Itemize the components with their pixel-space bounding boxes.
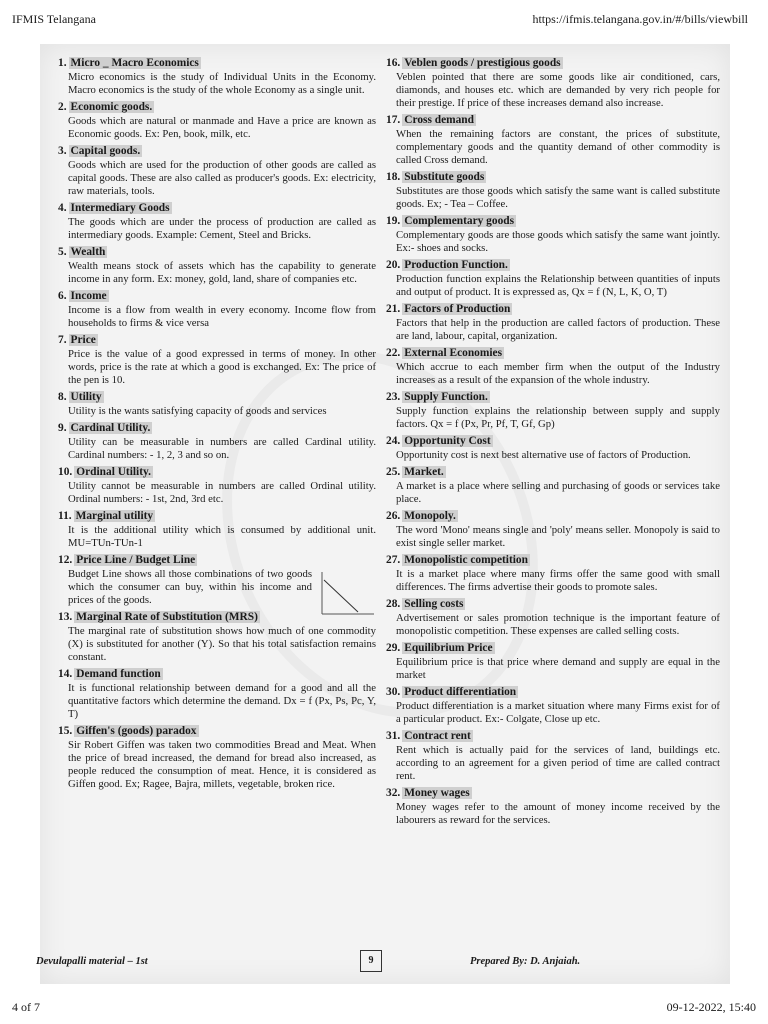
item-title: Economic goods. (70, 101, 153, 113)
item-heading (386, 258, 720, 273)
item-body (396, 273, 720, 299)
item-body-text: Micro economics is the study of Individual Units in the Economy. Macro economics is the study of the whole Economy as a single unit. (68, 71, 376, 96)
item-number: 13. (58, 611, 73, 623)
item-title: Market. (404, 466, 444, 478)
item-title: Selling costs (404, 598, 464, 610)
glossary-item (58, 201, 376, 242)
item-number: 14. (58, 668, 73, 680)
item-heading (58, 553, 376, 568)
item-number: 28. (386, 598, 401, 610)
item-title: Substitute goods (404, 171, 485, 183)
item-body-text: Advertisement or sales promotion technique is the important feature of monopolistic competition. These expenses are called selling costs. (396, 612, 720, 637)
item-body (396, 229, 720, 255)
item-heading (386, 434, 720, 449)
item-title: Money wages (404, 787, 470, 799)
item-heading (386, 170, 720, 185)
item-title: Cross demand (404, 114, 474, 126)
item-title: Micro _ Macro Economics (70, 57, 199, 69)
item-heading (386, 729, 720, 744)
glossary-item (386, 729, 720, 783)
item-body-text: Goods which are used for the production of other goods are called as capital goods. These are also called as producer's goods. Ex: electricity, raw materials, tools. (68, 159, 376, 197)
item-body (68, 159, 376, 198)
glossary-item (386, 465, 720, 506)
item-body-text: Substitutes are those goods which satisfy the same want is called substitute goods. Ex; - Tea – Coffee. (396, 185, 720, 210)
item-body-text: The word 'Mono' means single and 'poly' means seller. Monopoly is said to exist single seller market. (396, 524, 720, 549)
glossary-item (58, 465, 376, 506)
item-heading (58, 390, 376, 405)
glossary-item (58, 553, 376, 607)
item-body-text: Product differentiation is a market situation where many Firms exist for of a particular product. Ex:- Colgate, Close up etc. (396, 700, 720, 725)
item-number: 5. (58, 246, 67, 258)
item-number: 31. (386, 730, 401, 742)
item-body (68, 568, 376, 607)
item-body (68, 405, 376, 418)
item-body (68, 739, 376, 791)
item-heading (58, 509, 376, 524)
left-column (58, 56, 376, 794)
item-body-text: Sir Robert Giffen was taken two commodities Bread and Meat. When the price of bread increased, the demand for bread also increased, as people reduced the consumption of meat. Hence, it is considered as Giffen good. Ex; Ragee, Bajra, millets, vegetable, broken rice. (68, 739, 376, 790)
item-title: Marginal Rate of Substitution (MRS) (76, 611, 258, 623)
item-heading (386, 553, 720, 568)
item-body-text: Utility is the wants satisfying capacity of goods and services (68, 405, 327, 417)
item-heading (58, 421, 376, 436)
glossary-item (58, 667, 376, 721)
item-title: Production Function. (404, 259, 508, 271)
item-heading (58, 333, 376, 348)
glossary-item (58, 245, 376, 286)
glossary-item (386, 597, 720, 638)
item-body-text: Price is the value of a good expressed in terms of money. In other words, price is the rate at which a good is exchanged. Ex: The price of the pen is 10. (68, 348, 376, 386)
footer-author: Prepared By: D. Anjaiah. (470, 956, 581, 967)
glossary-item (58, 724, 376, 791)
item-body (68, 260, 376, 286)
item-body (396, 656, 720, 682)
item-number: 22. (386, 347, 401, 359)
item-heading (58, 465, 376, 480)
glossary-item (58, 56, 376, 97)
item-number: 12. (58, 554, 73, 566)
item-number: 32. (386, 787, 401, 799)
glossary-item (386, 641, 720, 682)
item-heading (58, 100, 376, 115)
glossary-item (386, 113, 720, 167)
item-body-text: Which accrue to each member firm when the output of the Industry increases as a result of the expansion of the whole industry. (396, 361, 720, 386)
glossary-item (386, 509, 720, 550)
item-body-text: It is a market place where many firms offer the same good with small differences. The firms advertise their goods to promote sales. (396, 568, 720, 593)
item-heading (386, 597, 720, 612)
item-title: Complementary goods (404, 215, 515, 227)
page-number: 9 (360, 950, 382, 972)
item-title: Capital goods. (70, 145, 141, 157)
item-title: External Economies (404, 347, 503, 359)
item-body (68, 216, 376, 242)
item-number: 7. (58, 334, 67, 346)
item-number: 11. (58, 510, 72, 522)
item-body (396, 405, 720, 431)
item-number: 2. (58, 101, 67, 113)
item-number: 6. (58, 290, 67, 302)
item-number: 25. (386, 466, 401, 478)
item-body (396, 612, 720, 638)
item-heading (386, 509, 720, 524)
glossary-item (58, 421, 376, 462)
item-body-text: Complementary goods are those goods which satisfy the same want jointly. Ex:- shoes and socks. (396, 229, 720, 254)
item-body (68, 524, 376, 550)
item-title: Giffen's (goods) paradox (76, 725, 197, 737)
item-heading (58, 56, 376, 71)
item-body (68, 682, 376, 721)
glossary-item (386, 170, 720, 211)
item-body-text: Income is a flow from wealth in every economy. Income flow from households to firms & vice versa (68, 304, 376, 329)
item-body (396, 128, 720, 167)
item-heading (386, 786, 720, 801)
glossary-item (386, 390, 720, 431)
glossary-item (58, 333, 376, 387)
item-heading (58, 724, 376, 739)
item-body-text: Equilibrium price is that price where demand and supply are equal in the market (396, 656, 720, 681)
budget-line-graph (318, 570, 376, 618)
item-title: Demand function (76, 668, 161, 680)
item-body (396, 744, 720, 783)
item-title: Cardinal Utility. (70, 422, 151, 434)
item-body-text: Opportunity cost is next best alternative use of factors of Production. (396, 449, 691, 461)
item-number: 10. (58, 466, 73, 478)
item-number: 26. (386, 510, 401, 522)
item-body-text: Goods which are natural or manmade and Have a price are known as Economic goods. Ex: Pen, book, milk, etc. (68, 115, 376, 140)
browser-header (0, 0, 768, 38)
item-heading (386, 113, 720, 128)
item-body (396, 449, 720, 462)
item-heading (58, 245, 376, 260)
item-body-text: Wealth means stock of assets which has the capability to generate income in any form. Ex: money, gold, land, share of companies etc. (68, 260, 376, 285)
item-title: Income (70, 290, 107, 302)
item-body (396, 700, 720, 726)
item-body (396, 71, 720, 110)
glossary-item (386, 553, 720, 594)
glossary-item (386, 434, 720, 462)
glossary-item (58, 509, 376, 550)
item-heading (386, 641, 720, 656)
item-title: Wealth (70, 246, 106, 258)
item-title: Opportunity Cost (404, 435, 491, 447)
item-body-text: Rent which is actually paid for the services of land, buildings etc. according to an agreement for a given period of time are called contract rent. (396, 744, 720, 782)
item-number: 24. (386, 435, 401, 447)
item-number: 4. (58, 202, 67, 214)
item-body-text: Supply function explains the relationship between supply and supply factors. Qx = f (Px, Pr, Pf, T, Gf, Gp) (396, 405, 720, 430)
item-number: 3. (58, 145, 67, 157)
item-body-text: Budget Line shows all those combinations of two goods which the consumer can buy, within his income and prices of the goods. (68, 568, 312, 606)
item-body-text: Utility can be measurable in numbers are called Cardinal utility. Cardinal numbers: - 1, 2, 3 and so on. (68, 436, 376, 461)
item-title: Marginal utility (75, 510, 154, 522)
item-title: Price Line / Budget Line (76, 554, 196, 566)
item-heading (386, 465, 720, 480)
item-heading (386, 346, 720, 361)
item-heading (386, 685, 720, 700)
item-number: 29. (386, 642, 401, 654)
item-heading (58, 289, 376, 304)
item-body-text: Utility cannot be measurable in numbers are called Ordinal utility. Ordinal numbers: - 1st, 2nd, 3rd etc. (68, 480, 376, 505)
item-body-text: Factors that help in the production are called factors of production. These are land, labour, capital, organization. (396, 317, 720, 342)
glossary-item (386, 214, 720, 255)
glossary-item (58, 100, 376, 141)
item-body-text: It is functional relationship between demand for a good and all the quantitative factors which determine the demand. Dx = f (Px, Ps, Pc, Y, T) (68, 682, 376, 720)
item-body-text: It is the additional utility which is consumed by additional unit. MU=TUn-TUn-1 (68, 524, 376, 549)
glossary-item (58, 610, 376, 664)
item-heading (386, 56, 720, 71)
item-number: 15. (58, 725, 73, 737)
item-body (68, 304, 376, 330)
item-title: Veblen goods / prestigious goods (404, 57, 561, 69)
item-title: Contract rent (404, 730, 471, 742)
item-title: Price (70, 334, 96, 346)
item-body-text: Production function explains the Relationship between quantities of inputs and output of product. It is expressed as, Qx = f (N, L, K, O, T) (396, 273, 720, 298)
item-heading (58, 144, 376, 159)
item-body-text: Veblen pointed that there are some goods like air conditioned, cars, diamonds, and houses etc. which are demanded by very rich people for their prestige. If price of these increases demand also increase. (396, 71, 720, 109)
item-title: Intermediary Goods (70, 202, 170, 214)
item-body-text: The goods which are under the process of production are called as intermediary goods. Example: Cement, Steel and Bricks. (68, 216, 376, 241)
item-body (396, 480, 720, 506)
glossary-item (58, 144, 376, 198)
item-body-text: When the remaining factors are constant, the prices of substitute, complementary goods and the quantity demand of other commodity is called Cross demand. (396, 128, 720, 166)
item-title: Factors of Production (404, 303, 511, 315)
item-body (68, 625, 376, 664)
item-body (68, 480, 376, 506)
item-number: 18. (386, 171, 401, 183)
item-number: 21. (386, 303, 401, 315)
glossary-item (386, 786, 720, 827)
item-title: Monopoly. (404, 510, 456, 522)
browser-url[interactable]: https://ifmis.telangana.gov.in/#/bills/viewbill (532, 12, 748, 26)
item-body (396, 524, 720, 550)
item-body (396, 568, 720, 594)
glossary-item (386, 685, 720, 726)
item-body (68, 115, 376, 141)
item-body (68, 71, 376, 97)
item-heading (386, 302, 720, 317)
item-number: 19. (386, 215, 401, 227)
page-indicator: 4 of 7 (12, 1000, 40, 1014)
item-number: 1. (58, 57, 67, 69)
glossary-item (58, 289, 376, 330)
item-body (68, 436, 376, 462)
glossary-item (386, 302, 720, 343)
glossary-item (386, 258, 720, 299)
item-number: 23. (386, 391, 401, 403)
item-body (396, 801, 720, 827)
item-body-text: A market is a place where selling and purchasing of goods or services take place. (396, 480, 720, 505)
item-number: 16. (386, 57, 401, 69)
glossary-item (386, 346, 720, 387)
glossary-item (386, 56, 720, 110)
item-title: Product differentiation (404, 686, 517, 698)
item-number: 8. (58, 391, 67, 403)
item-number: 17. (386, 114, 401, 126)
item-number: 30. (386, 686, 401, 698)
print-datetime: 09-12-2022, 15:40 (666, 1000, 756, 1014)
item-body (68, 348, 376, 387)
glossary-item (58, 390, 376, 418)
right-column (386, 56, 720, 830)
item-body (396, 361, 720, 387)
item-title: Equilibrium Price (404, 642, 493, 654)
item-title: Ordinal Utility. (76, 466, 151, 478)
item-title: Supply Function. (404, 391, 488, 403)
item-number: 20. (386, 259, 401, 271)
item-body-text: Money wages refer to the amount of money income received by the labourers as reward for the services. (396, 801, 720, 826)
document-page (40, 44, 730, 984)
item-body-text: The marginal rate of substitution shows how much of one commodity (X) is substituted for another (Y). So that his total satisfaction remains constant. (68, 625, 376, 663)
item-heading (386, 390, 720, 405)
item-body (396, 317, 720, 343)
browser-title: IFMIS Telangana (12, 12, 96, 26)
item-number: 27. (386, 554, 401, 566)
item-heading (386, 214, 720, 229)
item-title: Monopolistic competition (404, 554, 528, 566)
item-number: 9. (58, 422, 67, 434)
footer-material-label: Devulapalli material – 1st (36, 956, 148, 967)
item-heading (58, 201, 376, 216)
item-body (396, 185, 720, 211)
item-heading (58, 667, 376, 682)
item-title: Utility (70, 391, 102, 403)
